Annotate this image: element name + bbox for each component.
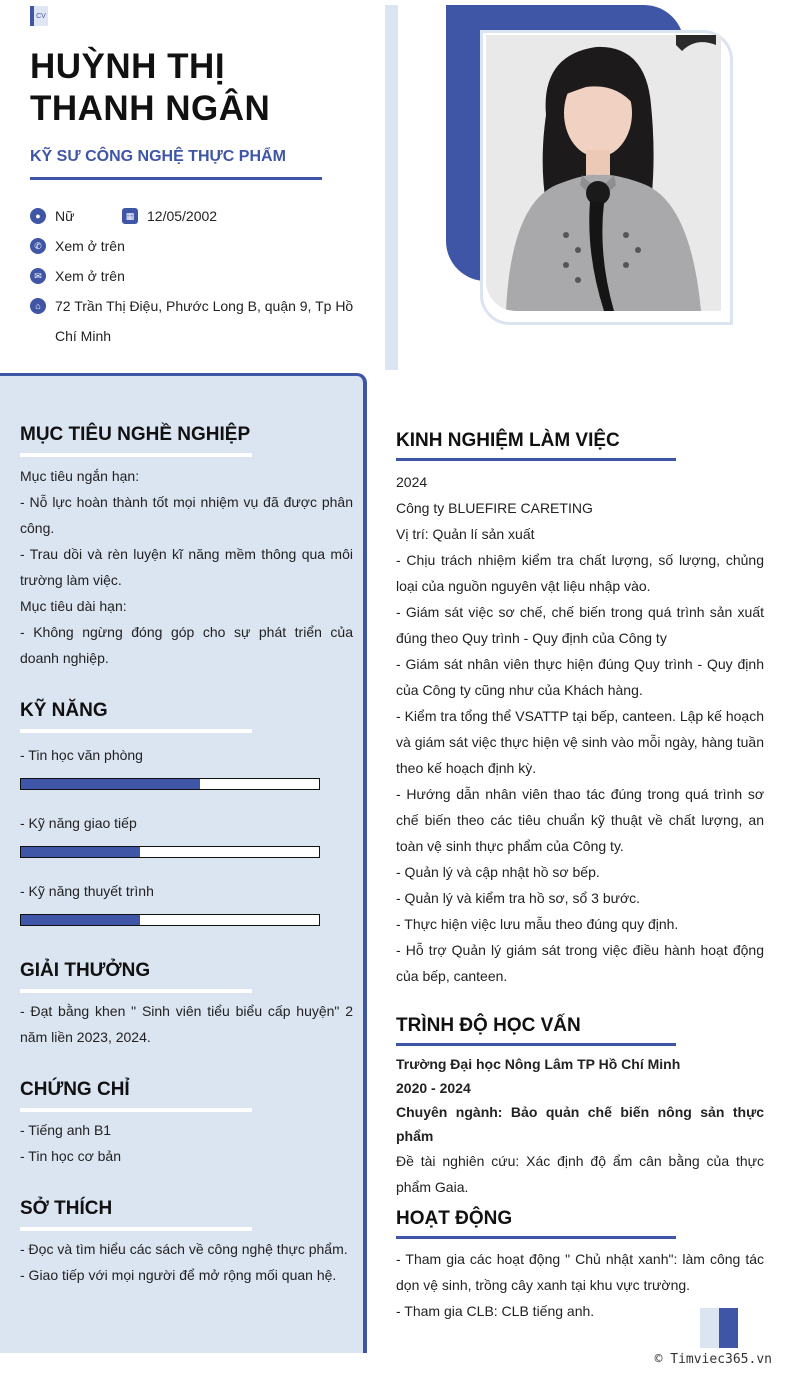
objective-text xyxy=(20,463,353,671)
education-school: Trường Đại học Nông Lâm TP Hồ Chí Minh xyxy=(396,1056,681,1072)
certificate-item: - Tin học cơ bản xyxy=(20,1148,122,1164)
cv-logo: CV xyxy=(30,6,48,26)
profile-photo xyxy=(486,35,721,311)
copyright[interactable]: © Timviec365.vn xyxy=(654,1352,772,1367)
header-divider xyxy=(385,5,398,370)
skill-label: - Tin học văn phòng xyxy=(20,747,143,763)
objective-line: - Trau dồi và rèn luyện kĩ năng mềm thông qua môi trường làm việc. xyxy=(20,546,353,588)
objective-line: - Nỗ lực hoàn thành tốt mọi nhiệm vụ đã được phân công. xyxy=(20,494,353,536)
candidate-name xyxy=(30,46,370,130)
skill-fill xyxy=(21,915,140,925)
skill-fill xyxy=(21,779,200,789)
phone-value: Xem ở trên xyxy=(55,238,125,254)
objective-line: Mục tiêu ngắn hạn: xyxy=(20,468,140,484)
email-value: Xem ở trên xyxy=(55,268,125,284)
education-major: Chuyên ngành: Bảo quản chế biến nông sản thực phẩm xyxy=(396,1104,764,1144)
phone-row xyxy=(30,231,125,261)
job-title: KỸ SƯ CÔNG NGHỆ THỰC PHẨM xyxy=(30,148,286,165)
skill-bar xyxy=(20,778,320,790)
objective-line: - Không ngừng đóng góp cho sự phát triển của doanh nghiệp. xyxy=(20,624,353,666)
experience-duty: - Thực hiện việc lưu mẫu theo đúng quy định. xyxy=(396,916,679,932)
objective-line: Mục tiêu dài hạn: xyxy=(20,598,127,614)
skill-fill xyxy=(21,847,140,857)
skills-title: KỸ NĂNG xyxy=(20,700,108,721)
awards-underline xyxy=(20,989,252,993)
birthday-value: 12/05/2002 xyxy=(147,208,218,224)
awards-text: - Đạt bằng khen " Sinh viên tiểu biểu cấp huyện" 2 năm liền 2023, 2024. xyxy=(20,1003,353,1045)
experience-duty: - Chịu trách nhiệm kiểm tra chất lượng, số lượng, chủng loại của nguồn nguyên vật liệu nhập vào. xyxy=(396,552,764,594)
education-thesis: Đề tài nghiên cứu: Xác định độ ẩm cân bằng của thực phẩm Gaia. xyxy=(396,1153,764,1195)
footer-decoration xyxy=(700,1308,720,1348)
photo-corner-mark xyxy=(676,35,716,51)
phone-icon: ✆ xyxy=(30,238,46,254)
certificates-text xyxy=(20,1117,353,1169)
activities-title: HOẠT ĐỘNG xyxy=(396,1208,513,1229)
experience-position: Vị trí: Quản lí sản xuất xyxy=(396,526,535,542)
portrait-illustration xyxy=(486,35,721,311)
certificates-title: CHỨNG CHỈ xyxy=(20,1079,130,1100)
skills-underline xyxy=(20,729,252,733)
experience-duty: - Kiểm tra tổng thể VSATTP tại bếp, canteen. Lập kế hoạch và giám sát việc thực hiện vệ sinh vào mỗi ngày, hàng tuần theo kế hoạch định kỳ. xyxy=(396,708,764,776)
certificates-underline xyxy=(20,1108,252,1112)
hobbies-title: SỞ THÍCH xyxy=(20,1198,113,1219)
gender-row xyxy=(30,201,217,231)
activities-underline xyxy=(396,1236,676,1239)
education-text xyxy=(396,1052,764,1200)
footer-decoration xyxy=(719,1308,738,1348)
experience-year: 2024 xyxy=(396,474,428,490)
address-line-1: 72 Trần Thị Điệu, Phước Long B, quận 9, Tp Hồ xyxy=(55,298,354,314)
experience-duty: - Hướng dẫn nhân viên thao tác đúng trong quá trình sơ chế biến theo các tiêu chuẩn kỹ thuật về chất lượng, an toàn vệ sinh thực phẩm của Công ty. xyxy=(396,786,764,854)
objective-underline xyxy=(20,453,252,457)
calendar-icon: ▦ xyxy=(122,208,138,224)
hobby-item: - Đọc và tìm hiểu các sách về công nghệ thực phẩm. xyxy=(20,1241,348,1257)
experience-duty: - Giám sát việc sơ chế, chế biến trong quá trình sản xuất đúng theo Quy trình - Quy định của Công ty xyxy=(396,604,764,646)
experience-company: Công ty BLUEFIRE CARETING xyxy=(396,500,593,516)
activity-item: - Tham gia các hoạt động " Chủ nhật xanh": làm công tác dọn vệ sinh, trồng cây xanh tại khu vực trường. xyxy=(396,1251,764,1293)
name-line-1: HUỲNH THỊ xyxy=(30,47,226,86)
objective-title: MỤC TIÊU NGHỀ NGHIỆP xyxy=(20,424,251,445)
certificate-item: - Tiếng anh B1 xyxy=(20,1122,112,1138)
experience-duty: - Hỗ trợ Quản lý giám sát trong việc điều hành hoạt động của bếp, canteen. xyxy=(396,942,764,984)
education-title: TRÌNH ĐỘ HỌC VẤN xyxy=(396,1015,581,1036)
education-years: 2020 - 2024 xyxy=(396,1080,471,1096)
experience-duty: - Giám sát nhân viên thực hiện đúng Quy trình - Quy định của Công ty cũng như của Khách hàng. xyxy=(396,656,764,698)
name-line-2: THANH NGÂN xyxy=(30,89,271,128)
skill-label: - Kỹ năng thuyết trình xyxy=(20,883,154,899)
email-icon: ✉ xyxy=(30,268,46,284)
title-underline xyxy=(30,177,322,180)
experience-duty: - Quản lý và cập nhật hồ sơ bếp. xyxy=(396,864,600,880)
user-icon: ● xyxy=(30,208,46,224)
awards-title: GIẢI THƯỞNG xyxy=(20,960,151,981)
skill-bar xyxy=(20,846,320,858)
activity-item: - Tham gia CLB: CLB tiếng anh. xyxy=(396,1303,595,1319)
skill-bar xyxy=(20,914,320,926)
gender-value: Nữ xyxy=(55,208,75,224)
address-row xyxy=(30,291,360,351)
address-line-2: Chí Minh xyxy=(55,328,112,344)
experience-title: KINH NGHIỆM LÀM VIỆC xyxy=(396,430,620,451)
hobbies-text xyxy=(20,1236,353,1288)
experience-text xyxy=(396,469,764,989)
experience-duty: - Quản lý và kiểm tra hồ sơ, sổ 3 bước. xyxy=(396,890,641,906)
email-row xyxy=(30,261,125,291)
skill-label: - Kỹ năng giao tiếp xyxy=(20,815,137,831)
hobby-item: - Giao tiếp với mọi người để mở rộng mối quan hệ. xyxy=(20,1267,337,1283)
education-underline xyxy=(396,1043,676,1046)
home-icon: ⌂ xyxy=(30,298,46,314)
hobbies-underline xyxy=(20,1227,252,1231)
address-value xyxy=(55,291,353,351)
experience-underline xyxy=(396,458,676,461)
